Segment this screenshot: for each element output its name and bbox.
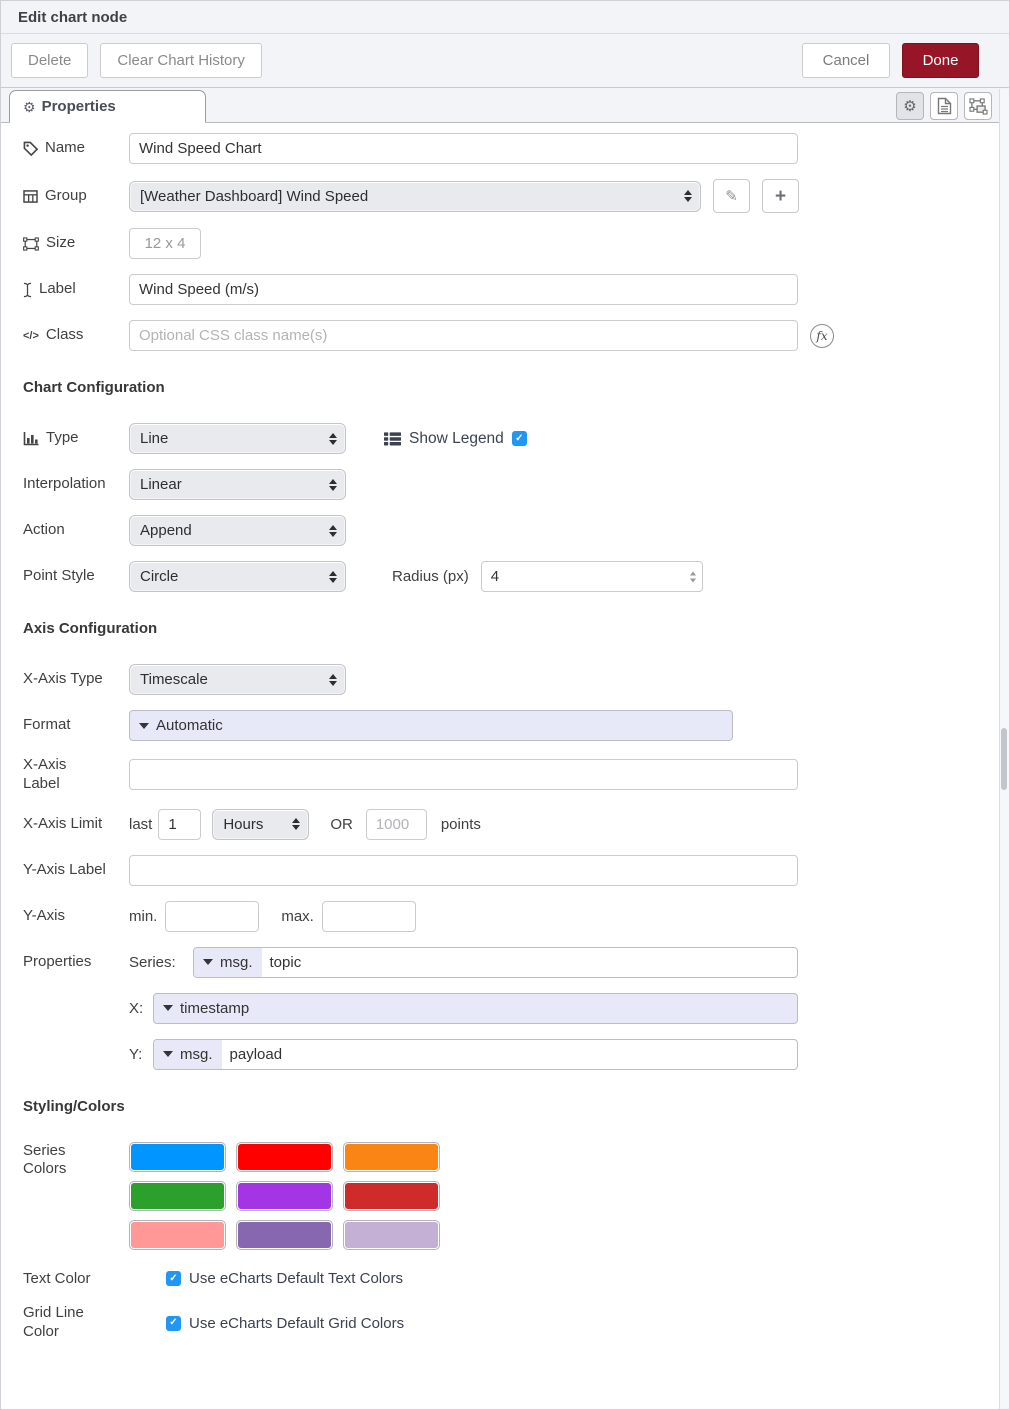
y-axis-label: Y-Axis [23, 906, 65, 924]
dialog-title: Edit chart node [18, 8, 128, 26]
format-row [23, 710, 1009, 741]
type-label: Type [23, 429, 129, 448]
x-axis-label-label: X-Axis Label [23, 756, 67, 792]
select-arrows-icon [329, 571, 337, 583]
type-select[interactable]: Line [129, 423, 346, 454]
grid-line-color-label: Grid Line Color [23, 1304, 84, 1340]
show-legend-label: Show Legend [409, 429, 504, 447]
properties-label: Properties [23, 952, 92, 970]
x-property-type-button[interactable]: timestamp [154, 994, 258, 1023]
tab-properties-label: Properties [41, 98, 116, 115]
point-style-label: Point Style [23, 567, 95, 585]
group-row [23, 179, 1009, 213]
properties-gear-icon: ⚙ [23, 98, 36, 115]
x-property-typed-input[interactable] [153, 993, 798, 1024]
text-color-checkbox[interactable]: ✓ [166, 1271, 181, 1286]
table-icon [23, 190, 38, 203]
y-axis-label-row [23, 855, 1009, 886]
x-axis-limit-label: X-Axis Limit [23, 814, 103, 832]
delete-button[interactable]: Delete [11, 43, 88, 78]
number-spinner-icon[interactable] [690, 571, 696, 582]
format-typed-input[interactable] [129, 710, 733, 741]
y-axis-range-row [23, 901, 1009, 932]
bar-chart-icon [23, 432, 39, 446]
styling-colors-heading: Styling/Colors [23, 1097, 125, 1115]
select-arrows-icon [292, 818, 300, 830]
x-axis-limit-row [23, 809, 1009, 840]
done-button[interactable]: Done [902, 43, 979, 78]
label-label: Label [23, 280, 129, 299]
point-style-row [23, 561, 1009, 592]
text-color-row [23, 1270, 1009, 1289]
series-color-swatch-5[interactable] [236, 1181, 333, 1211]
select-arrows-icon [329, 525, 337, 537]
name-input[interactable] [129, 133, 798, 164]
properties-form [1, 123, 1009, 1342]
x-property-row [23, 993, 1009, 1024]
series-color-swatch-7[interactable] [129, 1220, 226, 1250]
action-row [23, 515, 1009, 546]
radius-label: Radius (px) [392, 568, 469, 585]
text-color-checkbox-label: Use eCharts Default Text Colors [189, 1270, 403, 1288]
series-type-button[interactable]: msg. [194, 948, 262, 977]
series-color-swatch-1[interactable] [129, 1142, 226, 1172]
y-property-value[interactable]: payload [229, 1045, 283, 1063]
caret-down-icon [139, 723, 149, 729]
size-button[interactable]: 12 x 4 [129, 228, 201, 259]
caret-down-icon [163, 1051, 173, 1057]
chart-configuration-heading: Chart Configuration [23, 379, 165, 396]
select-arrows-icon [684, 190, 692, 202]
select-arrows-icon [329, 479, 337, 491]
radius-input-wrap [481, 561, 703, 592]
select-arrows-icon [329, 674, 337, 686]
show-legend-group [384, 430, 527, 448]
gear-icon: ⚙ [903, 97, 917, 115]
x-axis-label-row [23, 756, 1009, 794]
series-colors-grid [129, 1142, 440, 1250]
class-label: </> Class [23, 326, 84, 344]
interpolation-row [23, 469, 1009, 500]
class-row [23, 320, 1009, 351]
format-type-button[interactable]: Automatic [130, 711, 232, 740]
series-color-swatch-3[interactable] [343, 1142, 440, 1172]
group-select[interactable]: [Weather Dashboard] Wind Speed [129, 181, 701, 212]
x-axis-label-input[interactable] [129, 759, 798, 790]
grid-line-color-checkbox[interactable]: ✓ [166, 1316, 181, 1331]
appearance-panel-button[interactable] [964, 92, 992, 120]
series-color-swatch-9[interactable] [343, 1220, 440, 1250]
grid-line-color-row [23, 1304, 1009, 1342]
y-axis-label-input[interactable] [129, 855, 798, 886]
code-icon: </> [23, 329, 39, 342]
x-axis-type-label: X-Axis Type [23, 670, 103, 688]
text-color-label: Text Color [23, 1269, 91, 1287]
y-max-input[interactable] [322, 901, 416, 932]
properties-panel-button[interactable] [896, 92, 924, 120]
tab-bar [1, 88, 1009, 123]
dialog-header [1, 1, 1009, 34]
y-axis-label-label: Y-Axis Label [23, 860, 106, 878]
object-group-icon [969, 98, 988, 115]
caret-down-icon [203, 959, 213, 965]
or-label: OR [330, 815, 353, 833]
add-group-button[interactable] [762, 179, 799, 213]
y-min-label: min. [129, 907, 158, 925]
points-label: points [440, 815, 481, 833]
series-colors-row [23, 1142, 1009, 1250]
x-axis-type-select[interactable]: Timescale [129, 664, 346, 695]
size-label: Size [23, 234, 129, 253]
series-label: Series: [129, 953, 176, 971]
last-label: last [129, 815, 153, 833]
edit-group-button[interactable] [713, 179, 750, 213]
cancel-button[interactable]: Cancel [802, 43, 890, 78]
x-property-label: X: [129, 999, 144, 1017]
pencil-icon: ✎ [725, 188, 738, 205]
legend-list-icon [384, 432, 401, 446]
limit-points-input[interactable] [366, 809, 427, 840]
series-color-swatch-6[interactable] [343, 1181, 440, 1211]
limit-last-input[interactable] [158, 809, 201, 840]
select-arrows-icon [329, 433, 337, 445]
series-property-row [23, 947, 1009, 978]
tag-icon [23, 141, 38, 156]
y-max-label: max. [281, 907, 314, 925]
caret-down-icon [163, 1005, 173, 1011]
y-property-typed-input[interactable] [153, 1039, 798, 1070]
label-input[interactable] [129, 274, 798, 305]
y-property-type-button[interactable]: msg. [154, 1040, 222, 1069]
action-select[interactable]: Append [129, 515, 346, 546]
fx-badge-icon: fx [810, 324, 834, 348]
grid-line-color-checkbox-label: Use eCharts Default Grid Colors [189, 1314, 405, 1332]
clear-chart-history-button[interactable]: Clear Chart History [100, 43, 262, 78]
series-color-swatch-2[interactable] [236, 1142, 333, 1172]
series-color-swatch-4[interactable] [129, 1181, 226, 1211]
action-label: Action [23, 521, 65, 539]
class-input[interactable] [129, 320, 798, 351]
y-property-label: Y: [129, 1045, 143, 1063]
document-icon [937, 97, 952, 115]
axis-configuration-heading: Axis Configuration [23, 620, 158, 637]
dialog-toolbar [1, 34, 1009, 88]
name-row [23, 133, 1009, 164]
y-property-row [23, 1039, 1009, 1070]
size-row [23, 228, 1009, 259]
radius-input[interactable] [481, 561, 703, 592]
i-cursor-icon [23, 282, 32, 298]
series-colors-label: Series Colors [23, 1141, 67, 1178]
group-label: Group [23, 187, 129, 206]
label-row [23, 274, 1009, 305]
series-typed-input[interactable] [193, 947, 798, 978]
description-panel-button[interactable] [930, 92, 958, 120]
type-row [23, 423, 1009, 454]
format-label: Format [23, 716, 71, 734]
series-value[interactable]: topic [269, 953, 302, 971]
y-min-input[interactable] [165, 901, 259, 932]
scrollbar-thumb[interactable] [1001, 728, 1007, 790]
point-style-select[interactable]: Circle [129, 561, 346, 592]
size-handles-icon [23, 237, 39, 251]
interpolation-select[interactable]: Linear [129, 469, 346, 500]
name-label: Name [23, 139, 129, 158]
series-color-swatch-8[interactable] [236, 1220, 333, 1250]
show-legend-checkbox[interactable]: ✓ [512, 431, 527, 446]
tab-properties[interactable] [9, 90, 206, 123]
plus-icon: + [774, 185, 787, 207]
x-axis-type-row [23, 664, 1009, 695]
interpolation-label: Interpolation [23, 475, 106, 493]
limit-unit-select[interactable]: Hours [212, 809, 309, 840]
